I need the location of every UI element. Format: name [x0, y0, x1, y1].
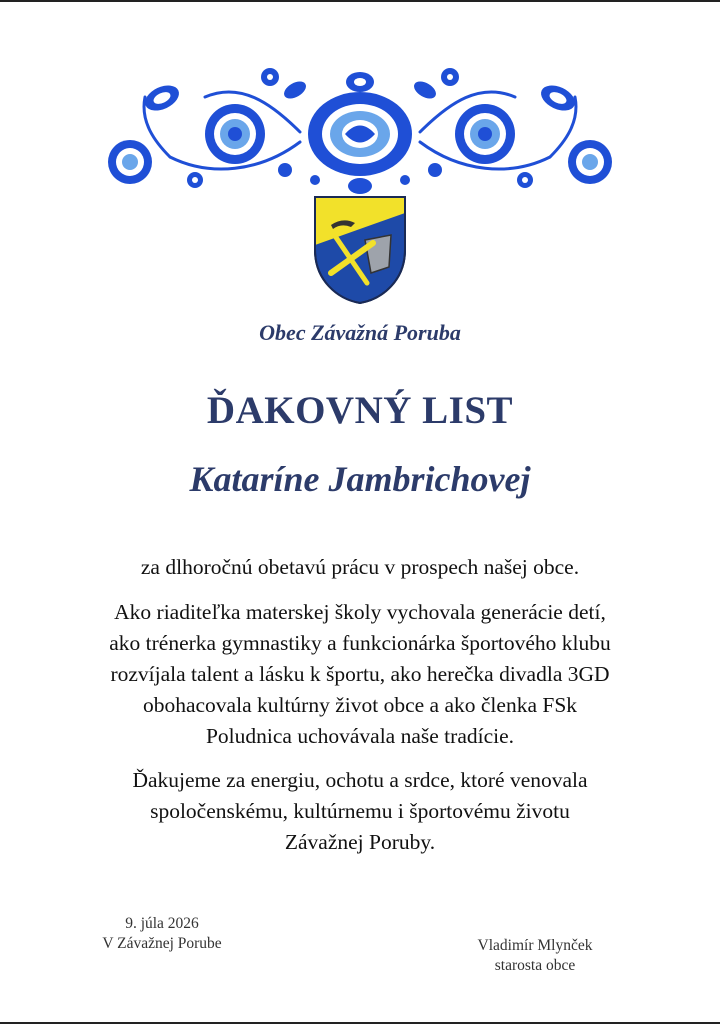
- thanks-paragraph: [30, 765, 690, 858]
- paragraph-line: Ako riaditeľka materskej školy vychovala generácie detí,: [114, 600, 606, 624]
- signatory-name: Vladimír Mlynček: [477, 937, 593, 954]
- recipient-name: Kataríne Jambrichovej: [189, 459, 531, 499]
- paragraph-line: ako trénerka gymnastiky a funkcionárka športového klubu: [109, 631, 611, 655]
- date-place-block: [62, 914, 262, 954]
- intro-line: za dlhoročnú obetavú prácu v prospech našej obce.: [140, 555, 580, 579]
- paragraph-line: Závažnej Poruby.: [284, 830, 436, 854]
- paragraph-line: Poludnica uchovávala naše tradície.: [205, 724, 515, 748]
- folk-floral-ornament-icon: [100, 62, 620, 197]
- municipality-name: Obec Závažná Poruba: [259, 320, 461, 345]
- paragraph-line: Ďakujeme za energiu, ochotu a srdce, ktoré venovala: [132, 768, 588, 792]
- coat-of-arms-icon: [313, 195, 407, 305]
- achievements-paragraph: [30, 597, 690, 752]
- intro-text: [30, 552, 690, 583]
- signatory-role: starosta obce: [494, 957, 576, 974]
- paragraph-line: spoločenskému, kultúrnemu i športovému životu: [150, 799, 570, 823]
- paragraph-line: obohacovala kultúrny život obce a ako členka FSk: [142, 693, 578, 717]
- document-title: ĎAKOVNÝ LIST: [206, 389, 514, 432]
- date: 9. júla 2026: [125, 915, 199, 932]
- paragraph-line: rozvíjala talent a lásku k športu, ako herečka divadla 3GD: [110, 662, 610, 686]
- place: V Závažnej Porube: [102, 935, 222, 952]
- signature-block: [440, 936, 630, 976]
